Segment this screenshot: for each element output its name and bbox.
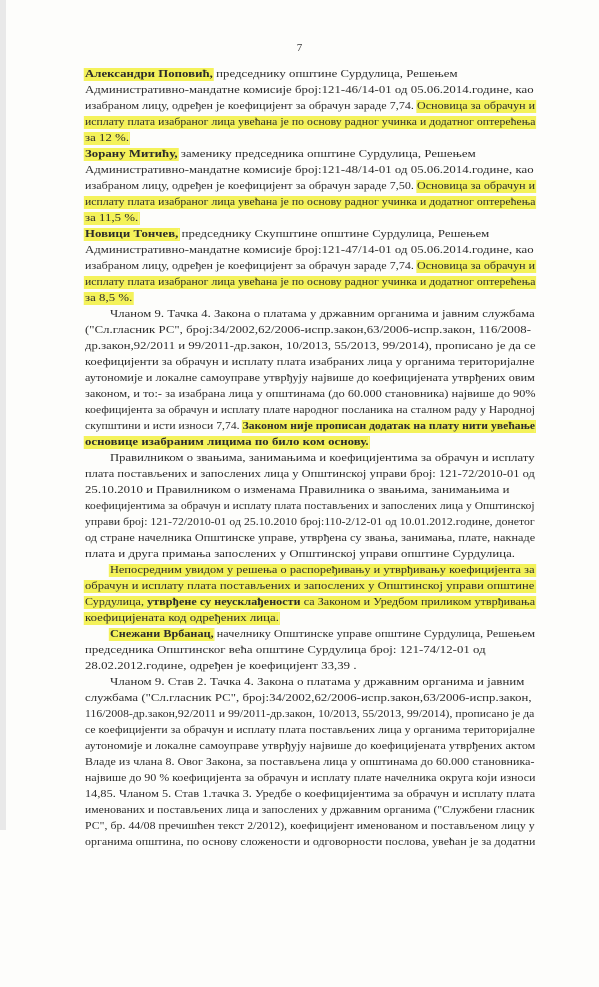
text-line	[85, 324, 531, 337]
text-line	[85, 388, 536, 401]
text-segment: председнику Скупштине општине Сурдулица, Решењем	[178, 229, 490, 240]
text-segment: 28.02.2012.године, одређен је коефицијент 33,39 .	[85, 661, 357, 672]
text-line	[85, 708, 534, 721]
highlighted-text: за 12 %.	[85, 133, 130, 144]
text-segment: Административно-мандатне комисије број:121-46/14-01 од 05.06.2014.године, као	[85, 85, 534, 96]
text-line	[85, 84, 534, 97]
text-line	[85, 420, 535, 433]
text-segment: председнику општине Сурдулица, Решењем	[212, 69, 458, 80]
text-line	[85, 116, 535, 129]
text-segment: плата и друга примања запослених у Општинској управи општине Сурдулица.	[85, 549, 516, 560]
text-line	[110, 452, 535, 465]
text-line	[85, 100, 535, 113]
text-line	[85, 196, 535, 209]
text-segment: органима општина, по основу сложености и одговорности послова, увећан је за додатни	[85, 837, 536, 848]
text-segment: 116/2008-др.закон,92/2011 и 99/2011-др.закон, 10/2013, 55/2013, 99/2014), прописано је да	[85, 709, 535, 720]
text-segment: коефицијентима за обрачун и исплату плата постављених и запослених лица у Општинској	[85, 501, 535, 512]
text-segment: највише до 90 % коефицијента за обрачун и исплату плате начелника округа који износи	[85, 773, 536, 784]
text-segment: службама ("Сл.гласник РС", број:34/2002,62/2006-испр.закон,63/2006-испр.закон,	[85, 693, 532, 704]
text-line	[85, 260, 535, 273]
text-segment: Правилником о звањима, занимањима и коефицијентима за обрачун и исплату	[110, 453, 535, 464]
highlighted-text: основице изабраним лицима по било ком основу.	[85, 437, 369, 448]
text-line	[85, 580, 534, 593]
text-line	[85, 660, 357, 673]
highlighted-text: Основица за обрачун и	[417, 261, 536, 272]
highlighted-text: са Законом и Уредбом приликом утврђивања	[300, 597, 536, 608]
text-line	[85, 692, 532, 705]
text-line	[85, 372, 535, 385]
highlighted-text: Основица за обрачун и	[417, 101, 536, 112]
text-segment: Административно-мандатне комисије број:121-48/14-01 од 05.06.2014.године, као	[85, 165, 534, 176]
text-line	[110, 308, 535, 321]
text-line	[85, 596, 535, 609]
highlighted-text: Основица за обрачун и	[417, 181, 536, 192]
text-segment: изабраном лицу, одређен је коефицијент за обрачун зараде 7,50.	[85, 181, 418, 192]
highlighted-text: исплату плата изабраног лица увећана је по основу радног учинка и додатног оптерећења	[85, 277, 536, 288]
text-line	[85, 68, 458, 81]
text-segment: Административно-мандатне комисије број:121-47/14-01 од 05.06.2014.године, као	[85, 245, 534, 256]
text-line	[85, 164, 534, 177]
text-segment: 14,85. Чланом 5. Став 1.тачка 3. Уредбе о коефицијентима за обрачун и исплату плата	[85, 789, 536, 800]
highlighted-text: коефицијената код одређених лица.	[85, 613, 280, 624]
page-number: 7	[296, 42, 303, 54]
text-segment: се коефицијенти за обрачун и исплату плата постављених лица у органима територијалне	[85, 725, 535, 736]
text-line	[85, 244, 534, 257]
text-line	[110, 628, 535, 641]
text-line	[85, 148, 476, 161]
text-line	[110, 676, 524, 689]
text-line	[85, 276, 535, 289]
text-line	[85, 516, 535, 529]
text-segment: др.закон,92/2011 и 99/2011-др.закон, 10/2013, 55/2013, 99/2014), прописано је да се	[85, 341, 536, 352]
highlighted-text: Сурдулица,	[85, 597, 148, 608]
highlighted-text: Александри Поповић,	[85, 69, 213, 80]
highlighted-text: Законом није прописан додатак на плату нити увећање	[242, 421, 536, 432]
text-line	[110, 564, 535, 577]
text-line	[85, 228, 489, 241]
text-segment: законом, и то:- за изабрана лица у општинама (до 60.000 становника) највише до 90%	[85, 389, 536, 400]
text-segment: именованих и постављених лица и запослених у државним органима ("Службени гласник	[85, 805, 535, 816]
text-line	[85, 356, 535, 369]
scan-edge	[0, 0, 6, 830]
highlighted-text: Непосредним увидом у решења о распоређивању и утврђивању коефицијента за	[110, 565, 535, 576]
highlighted-text: исплату плата изабраног лица увећана је по основу радног учинка и додатног оптерећења	[85, 117, 536, 128]
text-line	[85, 772, 535, 785]
text-line	[85, 212, 138, 225]
text-line	[85, 788, 535, 801]
text-line	[85, 180, 535, 193]
text-line	[85, 548, 515, 561]
text-line	[85, 724, 535, 737]
text-line	[85, 532, 535, 545]
text-segment: скупштини и исти износи 7,74.	[85, 421, 243, 432]
text-line	[85, 756, 535, 769]
text-line	[85, 804, 535, 817]
text-line	[85, 468, 535, 481]
text-line	[85, 436, 369, 449]
text-line	[85, 500, 535, 513]
text-line	[85, 820, 535, 833]
text-segment: коефицијента за обрачун и исплату плате народног посланика на сталном раду у Народној	[85, 405, 536, 416]
text-segment: аутономије и локалне самоуправе утврђују највише до коефицијената утврђених овим	[85, 373, 535, 384]
text-segment: РС", бр. 44/08 пречишћен текст 2/2012), коефицијент именованом и постављеном лицу у	[85, 821, 535, 832]
text-segment: од стране начелника Општинске управе, утврђена су звања, занимања, плате, накнаде	[85, 533, 536, 544]
text-segment: коефицијенти за обрачун и исплату плата изабраних лица у органима територијалне	[85, 357, 535, 368]
text-line	[85, 740, 535, 753]
text-line	[85, 340, 536, 353]
text-segment: аутономије и локалне самоуправе утврђују највише до коефицијената утврђених актом	[85, 741, 536, 752]
text-line	[85, 132, 129, 145]
text-line	[85, 836, 535, 849]
text-line	[85, 612, 279, 625]
text-line	[85, 644, 486, 657]
highlighted-text: исплату плата изабраног лица увећана је по основу радног учинка и додатног оптерећења	[85, 197, 536, 208]
text-segment: председника Општинског већа општине Сурдулица број: 121-74/12-01 од	[85, 645, 486, 656]
text-segment: 25.10.2010 и Правилником о изменама Правилника о звањима, занимањима и	[85, 485, 510, 496]
highlighted-text: за 11,5 %.	[85, 213, 139, 224]
text-segment: изабраном лицу, одређен је коефицијент за обрачун зараде 7,74.	[85, 261, 418, 272]
text-segment: начелнику Општинске управе општине Сурдулица, Решењем	[213, 629, 536, 640]
highlighted-text: обрачун и исплату плата постављених и запослених у Општинској управи општине	[85, 581, 535, 592]
highlighted-text: утврђене су неусклађености	[147, 597, 301, 608]
text-segment: Чланом 9. Тачка 4. Закона о платама у државним органима и јавним службама	[110, 309, 535, 320]
highlighted-text: Зорану Митићу,	[85, 149, 178, 160]
highlighted-text: Снежани Врбанац,	[110, 629, 214, 640]
text-segment: изабраном лицу, одређен је коефицијент за обрачун зараде 7,74.	[85, 101, 418, 112]
text-segment: управи број: 121-72/2010-01 од 25.10.2010 број:110-2/12-01 од 10.01.2012.године, донетог	[85, 517, 535, 528]
text-segment: заменику председника општине Сурдулица, Решењем	[177, 149, 476, 160]
text-segment: плата постављених и запослених лица у Општинској управи број: 121-72/2010-01 од	[85, 469, 535, 480]
highlighted-text: за 8,5 %.	[85, 293, 133, 304]
text-line	[85, 484, 510, 497]
text-segment: ("Сл.гласник РС", број:34/2002,62/2006-испр.закон,63/2006-испр.закон, 116/2008-	[85, 325, 532, 336]
text-segment: Чланом 9. Став 2. Тачка 4. Закона о платама у државним органима и јавним	[110, 677, 525, 688]
text-line	[85, 292, 132, 305]
text-segment: Владе из члана 8. Овог Закона, за постављена лица у општинама до 60.000 становника-	[85, 757, 535, 768]
text-line	[85, 404, 535, 417]
highlighted-text: Новици Тончев,	[85, 229, 179, 240]
